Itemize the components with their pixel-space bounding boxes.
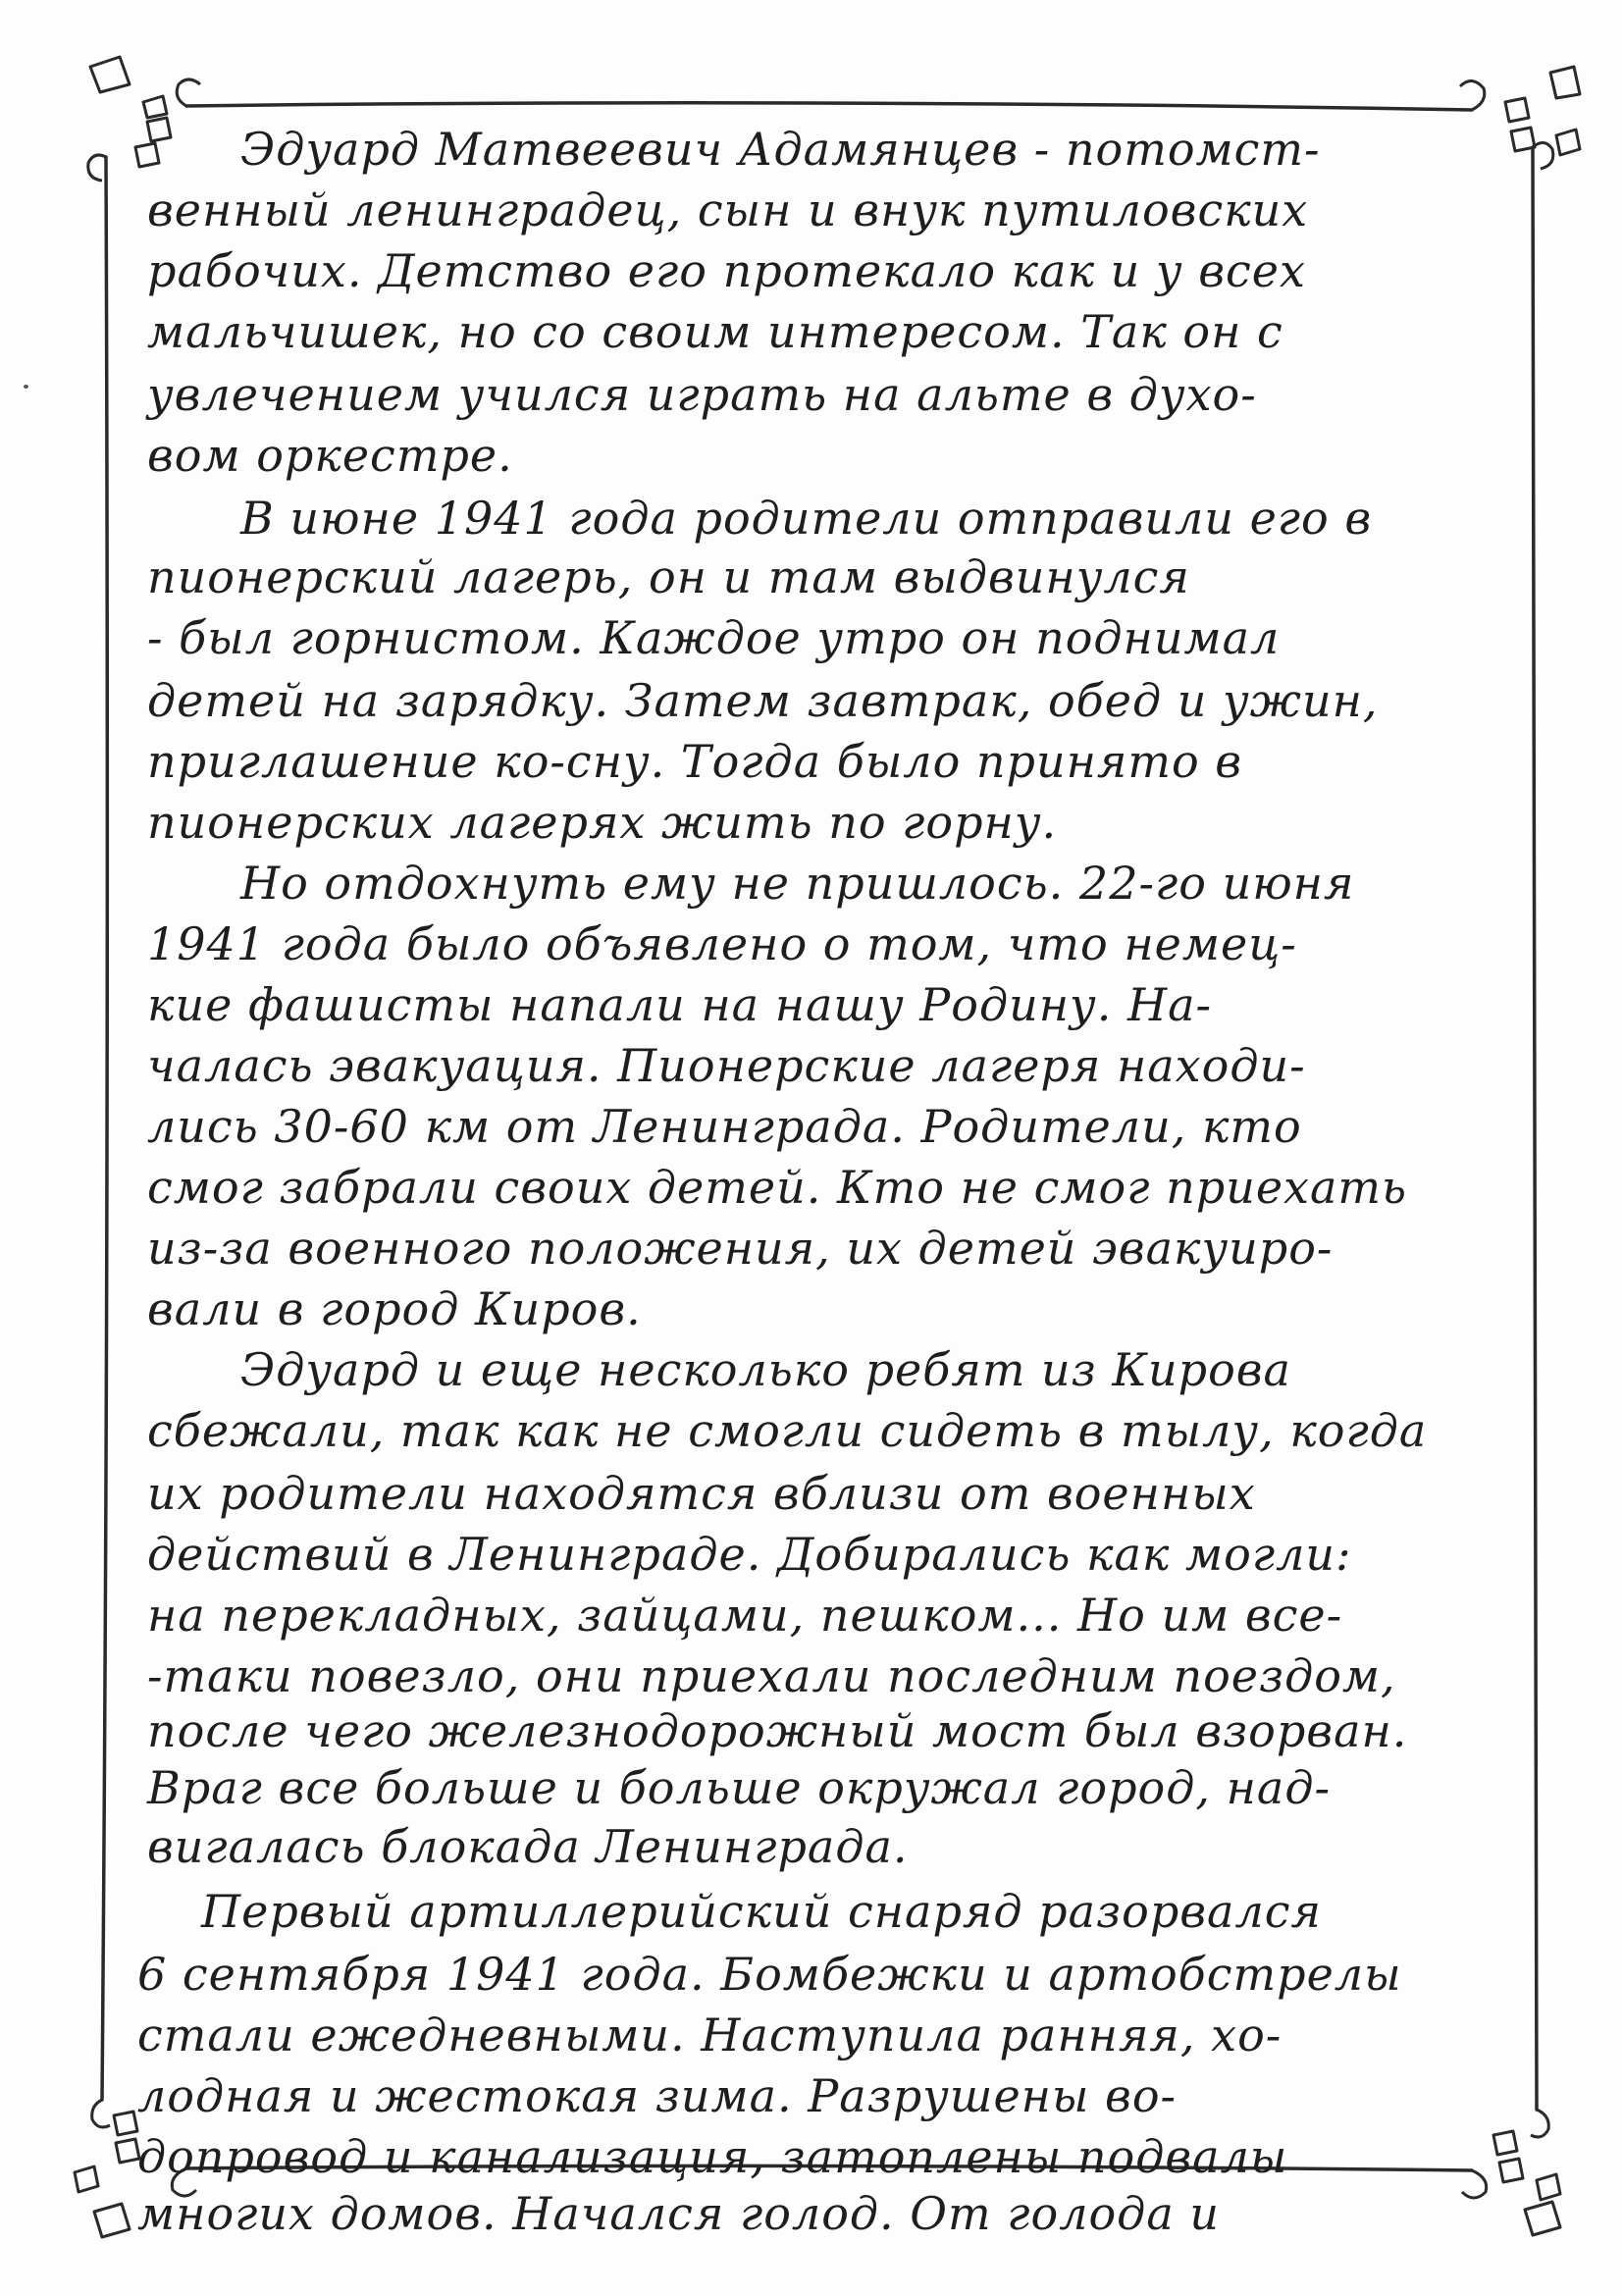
text-line: на перекладных, зайцами, пешком... Но им все- <box>147 1589 1343 1642</box>
text-line: Эдуард Матвеевич Адамянцев - потомст- <box>240 123 1321 176</box>
text-line: Первый артиллерийский снаряд разорвался <box>201 1885 1322 1938</box>
text-line: мальчишек, но со своим интересом. Так он с <box>147 305 1283 358</box>
text-line: стали ежедневными. Наступила ранняя, хо- <box>137 2009 1283 2061</box>
text-line: чалась эвакуация. Пионерские лагеря находи- <box>147 1039 1306 1092</box>
text-line: смог забрали своих детей. Кто не смог приехать <box>147 1161 1408 1214</box>
text-line: лись 30-60 км от Ленинграда. Родители, кто <box>147 1100 1302 1153</box>
text-line: допровод и канализация, затоплены подвалы <box>137 2130 1288 2183</box>
text-line: 6 сентября 1941 года. Бомбежки и артобстрелы <box>137 1948 1402 2001</box>
text-line: рабочих. Детство его протекало как и у всех <box>147 244 1306 297</box>
text-line: увлечением учился играть на альте в духо- <box>147 368 1257 421</box>
text-line: детей на зарядку. Затем завтрак, обед и ужин, <box>147 674 1379 727</box>
text-line: 1941 года было объявлено о том, что немец- <box>147 917 1297 970</box>
text-line: Но отдохнуть ему не пришлось. 22-го июня <box>240 857 1355 910</box>
text-line: многих домов. Начался голод. От голода и <box>137 2187 1221 2240</box>
text-line: В июне 1941 года родители отправили его в <box>240 492 1373 545</box>
text-line: пионерских лагерях жить по горну. <box>147 796 1058 849</box>
text-line: вигалась блокада Ленинграда. <box>147 1820 909 1873</box>
text-line: после чего железнодорожный мост был взорван. <box>147 1704 1408 1757</box>
text-line: пионерский лагерь, он и там выдвинулся <box>147 550 1190 603</box>
text-line: действий в Ленинграде. Добирались как могли: <box>147 1528 1352 1581</box>
stray-ink-dot <box>24 385 28 389</box>
text-line: венный ленинградец, сын и внук путиловских <box>147 183 1309 236</box>
text-line: лодная и жестокая зима. Разрушены во- <box>137 2069 1178 2122</box>
text-line: кие фашисты напали на нашу Родину. На- <box>147 978 1213 1031</box>
text-line: из-за военного положения, их детей эвакуиро- <box>147 1222 1334 1275</box>
text-line: сбежали, так как не смогли сидеть в тылу, когда <box>147 1404 1428 1457</box>
text-line: Враг все больше и больше окружал город, над- <box>147 1761 1332 1814</box>
text-line: - был горнистом. Каждое утро он поднимал <box>147 611 1281 664</box>
handwritten-text <box>137 118 1501 2240</box>
text-line: приглашение ко-сну. Тогда было принято в <box>147 735 1243 788</box>
text-line: -таки повезло, они приехали последним поездом, <box>147 1649 1396 1702</box>
text-line: вом оркестре. <box>147 429 513 482</box>
text-line: вали в город Киров. <box>147 1282 642 1335</box>
text-line: Эдуард и еще несколько ребят из Кирова <box>240 1343 1291 1396</box>
text-line: их родители находятся вблизи от военных <box>147 1467 1256 1520</box>
